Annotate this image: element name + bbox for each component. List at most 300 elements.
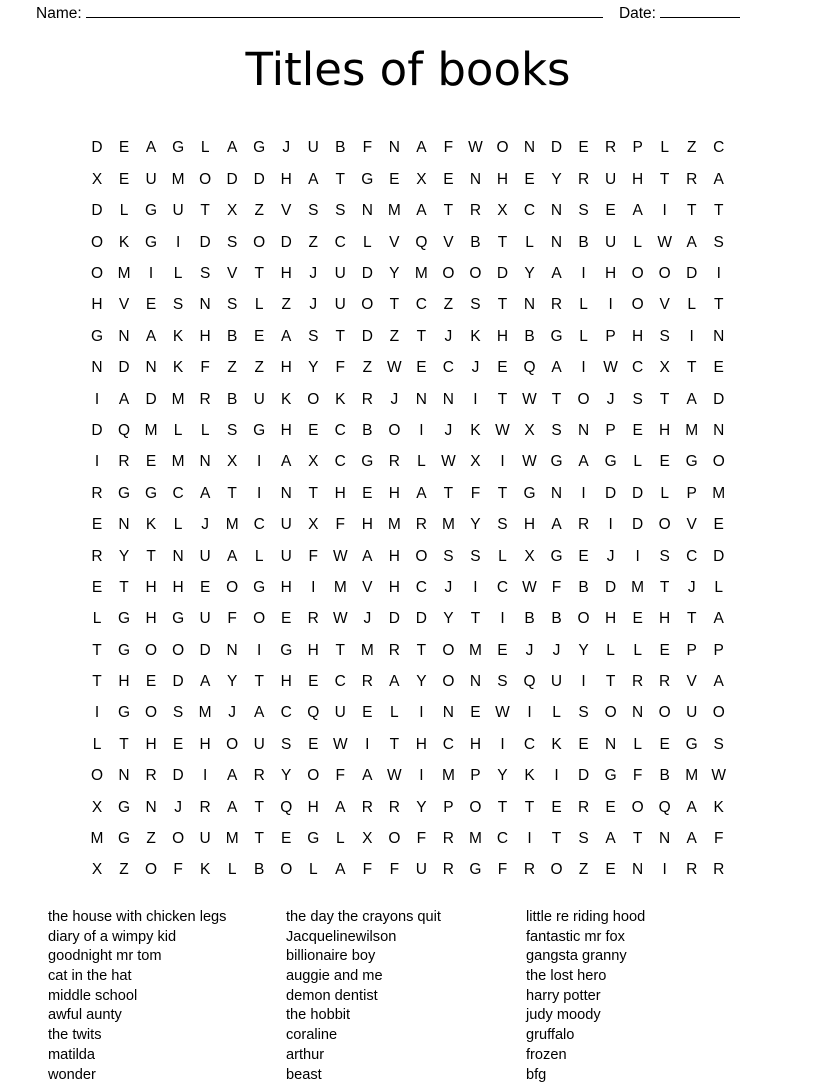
- grid-cell[interactable]: Z: [680, 140, 704, 156]
- grid-cell[interactable]: H: [274, 266, 298, 282]
- grid-cell[interactable]: F: [382, 862, 406, 878]
- grid-cell[interactable]: M: [382, 203, 406, 219]
- grid-cell[interactable]: O: [247, 235, 271, 251]
- grid-cell[interactable]: X: [490, 203, 514, 219]
- grid-cell[interactable]: F: [355, 140, 379, 156]
- grid-cell[interactable]: R: [355, 674, 379, 690]
- grid-cell[interactable]: I: [301, 580, 325, 596]
- grid-cell[interactable]: M: [220, 517, 244, 533]
- grid-cell[interactable]: A: [247, 705, 271, 721]
- grid-cell[interactable]: G: [355, 172, 379, 188]
- grid-cell[interactable]: L: [572, 297, 596, 313]
- grid-cell[interactable]: H: [355, 517, 379, 533]
- grid-cell[interactable]: N: [545, 486, 569, 502]
- grid-cell[interactable]: R: [193, 800, 217, 816]
- grid-cell[interactable]: T: [112, 737, 136, 753]
- grid-cell[interactable]: D: [409, 611, 433, 627]
- grid-cell[interactable]: S: [274, 737, 298, 753]
- grid-cell[interactable]: S: [490, 674, 514, 690]
- grid-cell[interactable]: E: [707, 360, 731, 376]
- grid-cell[interactable]: K: [463, 423, 487, 439]
- grid-cell[interactable]: H: [382, 580, 406, 596]
- grid-cell[interactable]: L: [626, 235, 650, 251]
- grid-cell[interactable]: R: [247, 768, 271, 784]
- grid-cell[interactable]: T: [680, 611, 704, 627]
- grid-cell[interactable]: B: [247, 862, 271, 878]
- grid-cell[interactable]: X: [355, 831, 379, 847]
- grid-cell[interactable]: G: [680, 737, 704, 753]
- grid-cell[interactable]: K: [545, 737, 569, 753]
- grid-cell[interactable]: M: [680, 768, 704, 784]
- grid-cell[interactable]: A: [328, 800, 352, 816]
- grid-cell[interactable]: T: [490, 235, 514, 251]
- grid-cell[interactable]: W: [328, 549, 352, 565]
- grid-cell[interactable]: M: [409, 266, 433, 282]
- grid-cell[interactable]: F: [193, 360, 217, 376]
- grid-cell[interactable]: W: [436, 454, 460, 470]
- grid-cell[interactable]: W: [518, 392, 542, 408]
- grid-cell[interactable]: H: [274, 360, 298, 376]
- grid-cell[interactable]: E: [599, 203, 623, 219]
- grid-cell[interactable]: X: [301, 454, 325, 470]
- grid-cell[interactable]: D: [166, 674, 190, 690]
- grid-cell[interactable]: A: [680, 392, 704, 408]
- grid-cell[interactable]: D: [274, 235, 298, 251]
- grid-cell[interactable]: E: [545, 800, 569, 816]
- grid-cell[interactable]: X: [518, 423, 542, 439]
- word-list-item[interactable]: middle school: [48, 987, 286, 1007]
- grid-cell[interactable]: I: [545, 768, 569, 784]
- grid-cell[interactable]: U: [599, 172, 623, 188]
- grid-cell[interactable]: T: [518, 800, 542, 816]
- grid-cell[interactable]: X: [220, 454, 244, 470]
- grid-cell[interactable]: S: [463, 297, 487, 313]
- word-list-item[interactable]: the lost hero: [526, 967, 726, 987]
- grid-cell[interactable]: O: [409, 549, 433, 565]
- grid-cell[interactable]: H: [139, 580, 163, 596]
- word-list-item[interactable]: awful aunty: [48, 1006, 286, 1026]
- grid-cell[interactable]: A: [626, 203, 650, 219]
- grid-cell[interactable]: C: [409, 297, 433, 313]
- grid-cell[interactable]: B: [518, 611, 542, 627]
- grid-cell[interactable]: O: [139, 643, 163, 659]
- grid-cell[interactable]: H: [328, 486, 352, 502]
- grid-cell[interactable]: O: [85, 768, 109, 784]
- grid-cell[interactable]: E: [193, 580, 217, 596]
- grid-cell[interactable]: R: [680, 862, 704, 878]
- grid-cell[interactable]: J: [599, 392, 623, 408]
- grid-cell[interactable]: L: [301, 862, 325, 878]
- grid-cell[interactable]: Y: [301, 360, 325, 376]
- grid-cell[interactable]: T: [112, 580, 136, 596]
- grid-cell[interactable]: Q: [409, 235, 433, 251]
- grid-cell[interactable]: G: [518, 486, 542, 502]
- grid-cell[interactable]: B: [572, 580, 596, 596]
- grid-cell[interactable]: E: [518, 172, 542, 188]
- grid-cell[interactable]: G: [112, 643, 136, 659]
- grid-cell[interactable]: E: [139, 674, 163, 690]
- grid-cell[interactable]: S: [301, 329, 325, 345]
- grid-cell[interactable]: I: [680, 329, 704, 345]
- grid-cell[interactable]: V: [220, 266, 244, 282]
- grid-cell[interactable]: U: [301, 140, 325, 156]
- grid-cell[interactable]: H: [301, 800, 325, 816]
- grid-cell[interactable]: H: [301, 643, 325, 659]
- grid-cell[interactable]: L: [193, 423, 217, 439]
- grid-cell[interactable]: E: [626, 611, 650, 627]
- grid-cell[interactable]: V: [680, 517, 704, 533]
- grid-cell[interactable]: V: [653, 297, 677, 313]
- grid-cell[interactable]: C: [409, 580, 433, 596]
- grid-cell[interactable]: E: [85, 517, 109, 533]
- grid-cell[interactable]: F: [490, 862, 514, 878]
- grid-cell[interactable]: D: [626, 486, 650, 502]
- grid-cell[interactable]: G: [247, 423, 271, 439]
- grid-cell[interactable]: I: [599, 297, 623, 313]
- grid-cell[interactable]: S: [166, 705, 190, 721]
- grid-cell[interactable]: P: [599, 423, 623, 439]
- grid-cell[interactable]: S: [707, 235, 731, 251]
- grid-cell[interactable]: Y: [220, 674, 244, 690]
- grid-cell[interactable]: B: [572, 235, 596, 251]
- grid-cell[interactable]: K: [166, 329, 190, 345]
- grid-cell[interactable]: C: [490, 831, 514, 847]
- grid-cell[interactable]: O: [139, 705, 163, 721]
- grid-cell[interactable]: Z: [274, 297, 298, 313]
- grid-cell[interactable]: E: [139, 297, 163, 313]
- grid-cell[interactable]: V: [355, 580, 379, 596]
- grid-cell[interactable]: G: [139, 203, 163, 219]
- grid-cell[interactable]: D: [680, 266, 704, 282]
- grid-cell[interactable]: E: [599, 862, 623, 878]
- grid-cell[interactable]: L: [599, 643, 623, 659]
- grid-cell[interactable]: I: [572, 486, 596, 502]
- grid-cell[interactable]: L: [355, 235, 379, 251]
- grid-cell[interactable]: E: [301, 423, 325, 439]
- grid-cell[interactable]: C: [518, 203, 542, 219]
- grid-cell[interactable]: O: [572, 392, 596, 408]
- grid-cell[interactable]: F: [545, 580, 569, 596]
- grid-cell[interactable]: H: [139, 611, 163, 627]
- grid-cell[interactable]: T: [247, 831, 271, 847]
- grid-cell[interactable]: O: [626, 297, 650, 313]
- grid-cell[interactable]: R: [382, 454, 406, 470]
- grid-cell[interactable]: B: [328, 140, 352, 156]
- grid-cell[interactable]: N: [545, 235, 569, 251]
- grid-cell[interactable]: A: [599, 831, 623, 847]
- grid-cell[interactable]: F: [328, 768, 352, 784]
- grid-cell[interactable]: A: [220, 549, 244, 565]
- grid-cell[interactable]: L: [490, 549, 514, 565]
- grid-cell[interactable]: T: [409, 329, 433, 345]
- grid-cell[interactable]: U: [274, 549, 298, 565]
- word-list-item[interactable]: the twits: [48, 1026, 286, 1046]
- grid-cell[interactable]: S: [220, 235, 244, 251]
- grid-cell[interactable]: C: [274, 705, 298, 721]
- grid-cell[interactable]: N: [463, 172, 487, 188]
- grid-cell[interactable]: R: [382, 643, 406, 659]
- grid-cell[interactable]: M: [166, 454, 190, 470]
- grid-cell[interactable]: E: [626, 423, 650, 439]
- grid-cell[interactable]: M: [166, 172, 190, 188]
- grid-cell[interactable]: G: [599, 768, 623, 784]
- grid-cell[interactable]: E: [409, 360, 433, 376]
- grid-cell[interactable]: L: [626, 643, 650, 659]
- grid-cell[interactable]: A: [220, 140, 244, 156]
- grid-cell[interactable]: A: [355, 768, 379, 784]
- grid-cell[interactable]: D: [193, 235, 217, 251]
- grid-cell[interactable]: R: [112, 454, 136, 470]
- grid-cell[interactable]: O: [301, 768, 325, 784]
- grid-cell[interactable]: X: [463, 454, 487, 470]
- grid-cell[interactable]: A: [572, 454, 596, 470]
- grid-cell[interactable]: W: [328, 737, 352, 753]
- grid-cell[interactable]: M: [463, 643, 487, 659]
- grid-cell[interactable]: K: [463, 329, 487, 345]
- grid-cell[interactable]: C: [490, 580, 514, 596]
- grid-cell[interactable]: E: [653, 737, 677, 753]
- grid-cell[interactable]: M: [382, 517, 406, 533]
- grid-cell[interactable]: V: [112, 297, 136, 313]
- grid-cell[interactable]: Y: [490, 768, 514, 784]
- grid-cell[interactable]: M: [355, 643, 379, 659]
- grid-cell[interactable]: R: [599, 140, 623, 156]
- grid-cell[interactable]: Q: [518, 674, 542, 690]
- grid-cell[interactable]: T: [382, 297, 406, 313]
- grid-cell[interactable]: G: [166, 611, 190, 627]
- grid-cell[interactable]: G: [112, 831, 136, 847]
- grid-cell[interactable]: W: [490, 423, 514, 439]
- grid-cell[interactable]: T: [490, 392, 514, 408]
- grid-cell[interactable]: W: [328, 611, 352, 627]
- grid-cell[interactable]: L: [545, 705, 569, 721]
- grid-cell[interactable]: I: [490, 611, 514, 627]
- grid-cell[interactable]: I: [409, 768, 433, 784]
- grid-cell[interactable]: N: [139, 800, 163, 816]
- word-list-item[interactable]: matilda: [48, 1046, 286, 1066]
- grid-cell[interactable]: R: [680, 172, 704, 188]
- grid-cell[interactable]: S: [626, 392, 650, 408]
- grid-cell[interactable]: W: [382, 360, 406, 376]
- grid-cell[interactable]: H: [274, 423, 298, 439]
- grid-cell[interactable]: A: [139, 329, 163, 345]
- grid-cell[interactable]: I: [653, 862, 677, 878]
- grid-cell[interactable]: N: [707, 329, 731, 345]
- grid-cell[interactable]: D: [85, 203, 109, 219]
- grid-cell[interactable]: G: [545, 329, 569, 345]
- grid-cell[interactable]: O: [85, 266, 109, 282]
- grid-cell[interactable]: M: [436, 517, 460, 533]
- grid-cell[interactable]: R: [409, 517, 433, 533]
- grid-cell[interactable]: S: [707, 737, 731, 753]
- grid-cell[interactable]: G: [301, 831, 325, 847]
- grid-cell[interactable]: S: [545, 423, 569, 439]
- grid-cell[interactable]: Q: [274, 800, 298, 816]
- word-list-item[interactable]: beast: [286, 1066, 526, 1085]
- grid-cell[interactable]: S: [572, 203, 596, 219]
- grid-cell[interactable]: L: [653, 486, 677, 502]
- grid-cell[interactable]: G: [112, 611, 136, 627]
- grid-cell[interactable]: Y: [382, 266, 406, 282]
- grid-cell[interactable]: O: [463, 266, 487, 282]
- word-list-item[interactable]: judy moody: [526, 1006, 726, 1026]
- grid-cell[interactable]: E: [85, 580, 109, 596]
- grid-cell[interactable]: E: [301, 737, 325, 753]
- grid-cell[interactable]: O: [166, 643, 190, 659]
- grid-cell[interactable]: E: [166, 737, 190, 753]
- word-list-item[interactable]: the hobbit: [286, 1006, 526, 1026]
- grid-cell[interactable]: E: [490, 643, 514, 659]
- grid-cell[interactable]: M: [463, 831, 487, 847]
- word-list-item[interactable]: arthur: [286, 1046, 526, 1066]
- grid-cell[interactable]: X: [518, 549, 542, 565]
- grid-cell[interactable]: T: [220, 486, 244, 502]
- grid-cell[interactable]: T: [653, 580, 677, 596]
- word-list-item[interactable]: bfg: [526, 1066, 726, 1085]
- grid-cell[interactable]: J: [463, 360, 487, 376]
- grid-cell[interactable]: U: [193, 831, 217, 847]
- grid-cell[interactable]: U: [247, 737, 271, 753]
- grid-cell[interactable]: L: [626, 737, 650, 753]
- word-list-item[interactable]: harry potter: [526, 987, 726, 1007]
- grid-cell[interactable]: T: [193, 203, 217, 219]
- grid-cell[interactable]: G: [463, 862, 487, 878]
- grid-cell[interactable]: A: [193, 674, 217, 690]
- word-list-item[interactable]: wonder: [48, 1066, 286, 1085]
- grid-cell[interactable]: E: [599, 800, 623, 816]
- grid-cell[interactable]: A: [545, 517, 569, 533]
- grid-cell[interactable]: N: [436, 392, 460, 408]
- grid-cell[interactable]: M: [193, 705, 217, 721]
- grid-cell[interactable]: K: [274, 392, 298, 408]
- grid-cell[interactable]: W: [518, 580, 542, 596]
- grid-cell[interactable]: I: [247, 454, 271, 470]
- grid-cell[interactable]: T: [680, 203, 704, 219]
- grid-cell[interactable]: N: [193, 297, 217, 313]
- grid-cell[interactable]: C: [328, 423, 352, 439]
- grid-cell[interactable]: M: [220, 831, 244, 847]
- grid-cell[interactable]: M: [626, 580, 650, 596]
- grid-cell[interactable]: U: [545, 674, 569, 690]
- grid-cell[interactable]: U: [193, 549, 217, 565]
- grid-cell[interactable]: L: [653, 140, 677, 156]
- grid-cell[interactable]: P: [680, 643, 704, 659]
- grid-cell[interactable]: I: [572, 360, 596, 376]
- word-list-item[interactable]: the day the crayons quit: [286, 908, 526, 928]
- grid-cell[interactable]: N: [626, 862, 650, 878]
- grid-cell[interactable]: A: [545, 360, 569, 376]
- word-list-item[interactable]: the house with chicken legs: [48, 908, 286, 928]
- grid-cell[interactable]: O: [274, 862, 298, 878]
- grid-cell[interactable]: A: [707, 172, 731, 188]
- grid-cell[interactable]: O: [626, 800, 650, 816]
- grid-cell[interactable]: T: [301, 486, 325, 502]
- grid-cell[interactable]: T: [85, 674, 109, 690]
- grid-cell[interactable]: I: [572, 266, 596, 282]
- grid-cell[interactable]: E: [112, 140, 136, 156]
- grid-cell[interactable]: D: [572, 768, 596, 784]
- grid-cell[interactable]: Y: [436, 611, 460, 627]
- word-list-item[interactable]: diary of a wimpy kid: [48, 928, 286, 948]
- grid-cell[interactable]: Y: [463, 517, 487, 533]
- grid-cell[interactable]: N: [193, 454, 217, 470]
- grid-cell[interactable]: P: [626, 140, 650, 156]
- grid-cell[interactable]: G: [139, 486, 163, 502]
- word-list-item[interactable]: gruffalo: [526, 1026, 726, 1046]
- grid-cell[interactable]: E: [463, 705, 487, 721]
- grid-cell[interactable]: N: [463, 674, 487, 690]
- grid-cell[interactable]: J: [436, 580, 460, 596]
- grid-cell[interactable]: H: [112, 674, 136, 690]
- grid-cell[interactable]: O: [490, 140, 514, 156]
- grid-cell[interactable]: O: [139, 862, 163, 878]
- grid-cell[interactable]: K: [707, 800, 731, 816]
- grid-cell[interactable]: T: [139, 549, 163, 565]
- grid-cell[interactable]: J: [166, 800, 190, 816]
- grid-cell[interactable]: L: [85, 611, 109, 627]
- grid-cell[interactable]: L: [85, 737, 109, 753]
- grid-cell[interactable]: J: [193, 517, 217, 533]
- word-list-item[interactable]: cat in the hat: [48, 967, 286, 987]
- grid-cell[interactable]: H: [193, 329, 217, 345]
- grid-cell[interactable]: H: [274, 172, 298, 188]
- grid-cell[interactable]: K: [518, 768, 542, 784]
- grid-cell[interactable]: G: [545, 549, 569, 565]
- grid-cell[interactable]: O: [653, 705, 677, 721]
- grid-cell[interactable]: T: [247, 800, 271, 816]
- grid-cell[interactable]: P: [680, 486, 704, 502]
- grid-cell[interactable]: A: [220, 800, 244, 816]
- grid-cell[interactable]: T: [85, 643, 109, 659]
- word-list-item[interactable]: goodnight mr tom: [48, 947, 286, 967]
- grid-cell[interactable]: O: [545, 862, 569, 878]
- grid-cell[interactable]: Z: [382, 329, 406, 345]
- grid-cell[interactable]: E: [490, 360, 514, 376]
- grid-cell[interactable]: D: [707, 549, 731, 565]
- grid-cell[interactable]: D: [355, 266, 379, 282]
- grid-cell[interactable]: A: [409, 203, 433, 219]
- grid-cell[interactable]: M: [85, 831, 109, 847]
- grid-cell[interactable]: K: [112, 235, 136, 251]
- word-list-item[interactable]: gangsta granny: [526, 947, 726, 967]
- grid-cell[interactable]: O: [436, 674, 460, 690]
- grid-cell[interactable]: N: [599, 737, 623, 753]
- grid-cell[interactable]: A: [409, 486, 433, 502]
- grid-cell[interactable]: R: [572, 517, 596, 533]
- word-list-item[interactable]: frozen: [526, 1046, 726, 1066]
- grid-cell[interactable]: U: [328, 266, 352, 282]
- grid-cell[interactable]: D: [707, 392, 731, 408]
- grid-cell[interactable]: R: [382, 800, 406, 816]
- grid-cell[interactable]: N: [355, 203, 379, 219]
- grid-cell[interactable]: F: [707, 831, 731, 847]
- grid-cell[interactable]: G: [166, 140, 190, 156]
- grid-cell[interactable]: D: [139, 392, 163, 408]
- grid-cell[interactable]: N: [274, 486, 298, 502]
- grid-cell[interactable]: I: [85, 392, 109, 408]
- grid-cell[interactable]: F: [328, 517, 352, 533]
- grid-cell[interactable]: I: [518, 831, 542, 847]
- grid-cell[interactable]: I: [490, 737, 514, 753]
- grid-cell[interactable]: H: [490, 329, 514, 345]
- grid-cell[interactable]: K: [166, 360, 190, 376]
- grid-cell[interactable]: F: [355, 862, 379, 878]
- grid-cell[interactable]: M: [436, 768, 460, 784]
- grid-cell[interactable]: Q: [518, 360, 542, 376]
- grid-cell[interactable]: T: [436, 203, 460, 219]
- grid-cell[interactable]: I: [463, 580, 487, 596]
- grid-cell[interactable]: Z: [220, 360, 244, 376]
